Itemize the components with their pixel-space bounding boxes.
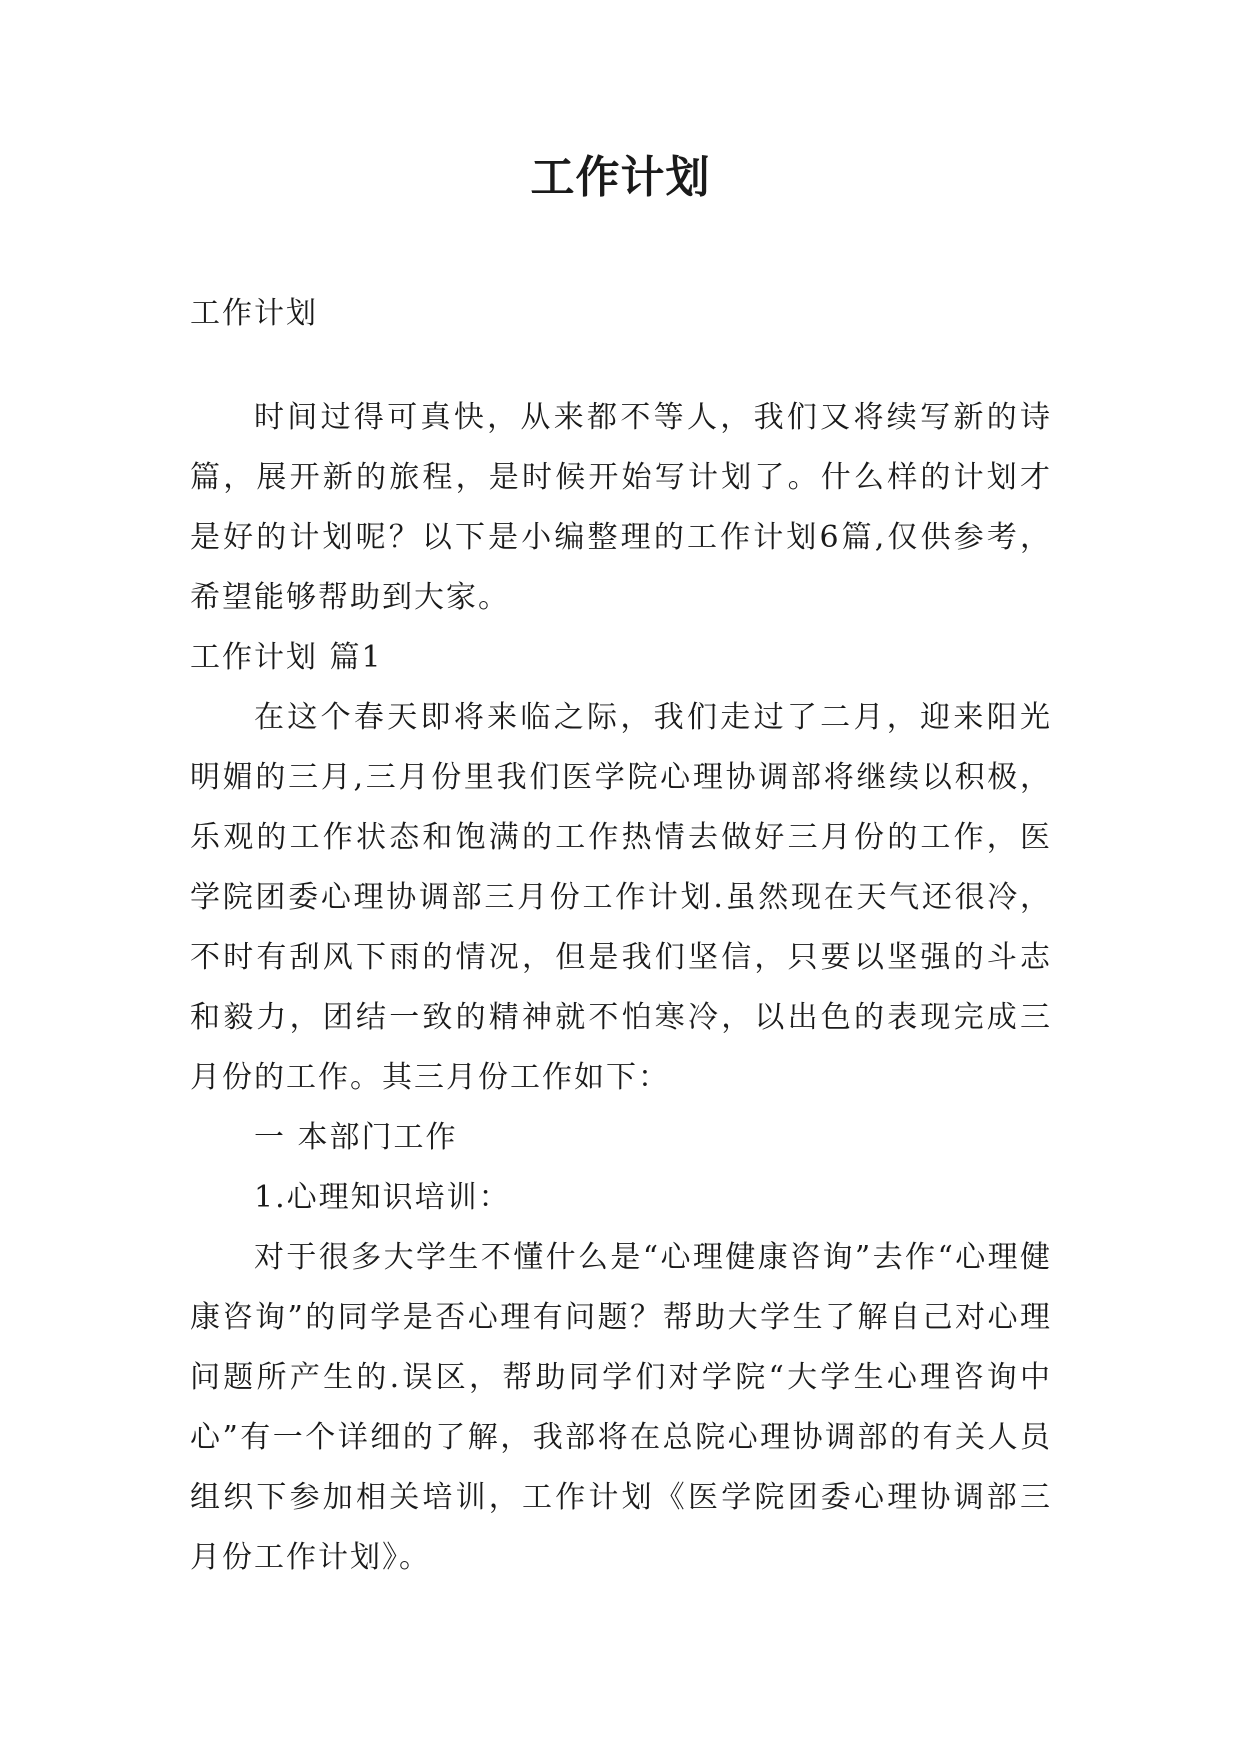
intro-paragraph: 时间过得可真快，从来都不等人，我们又将续写新的诗篇，展开新的旅程，是时候开始写计划了。什么样的计划才是好的计划呢？以下是小编整理的工作计划6篇,仅供参考，希望能够帮助到大家。 [190, 400, 1052, 615]
document-subtitle: 工作计划 [190, 296, 318, 331]
document-body [190, 284, 1052, 1588]
list-heading: 一 本部门工作 [254, 1120, 458, 1155]
list-item-heading: 1.心理知识培训： [254, 1180, 511, 1215]
section-heading: 工作计划 篇1 [190, 640, 383, 675]
body-paragraph: 对于很多大学生不懂什么是“心理健康咨询”去作“心理健康咨询”的同学是否心理有问题？帮助大学生了解自己对心理问题所产生的.误区，帮助同学们对学院“大学生心理咨询中心”有一个详细的了解，我部将在总院心理协调部的有关人员组织下参加相关培训，工作计划《医学院团委心理协调部三月份工作计划》。 [190, 1240, 1052, 1575]
body-paragraph: 在这个春天即将来临之际，我们走过了二月，迎来阳光明媚的三月,三月份里我们医学院心理协调部将继续以积极，乐观的工作状态和饱满的工作热情去做好三月份的工作，医学院团委心理协调部三月份工作计划.虽然现在天气还很冷，不时有刮风下雨的情况，但是我们坚信，只要以坚强的斗志和毅力，团结一致的精神就不怕寒冷，以出色的表现完成三月份的工作。其三月份工作如下： [190, 700, 1052, 1095]
document-title: 工作计划 [530, 152, 711, 203]
